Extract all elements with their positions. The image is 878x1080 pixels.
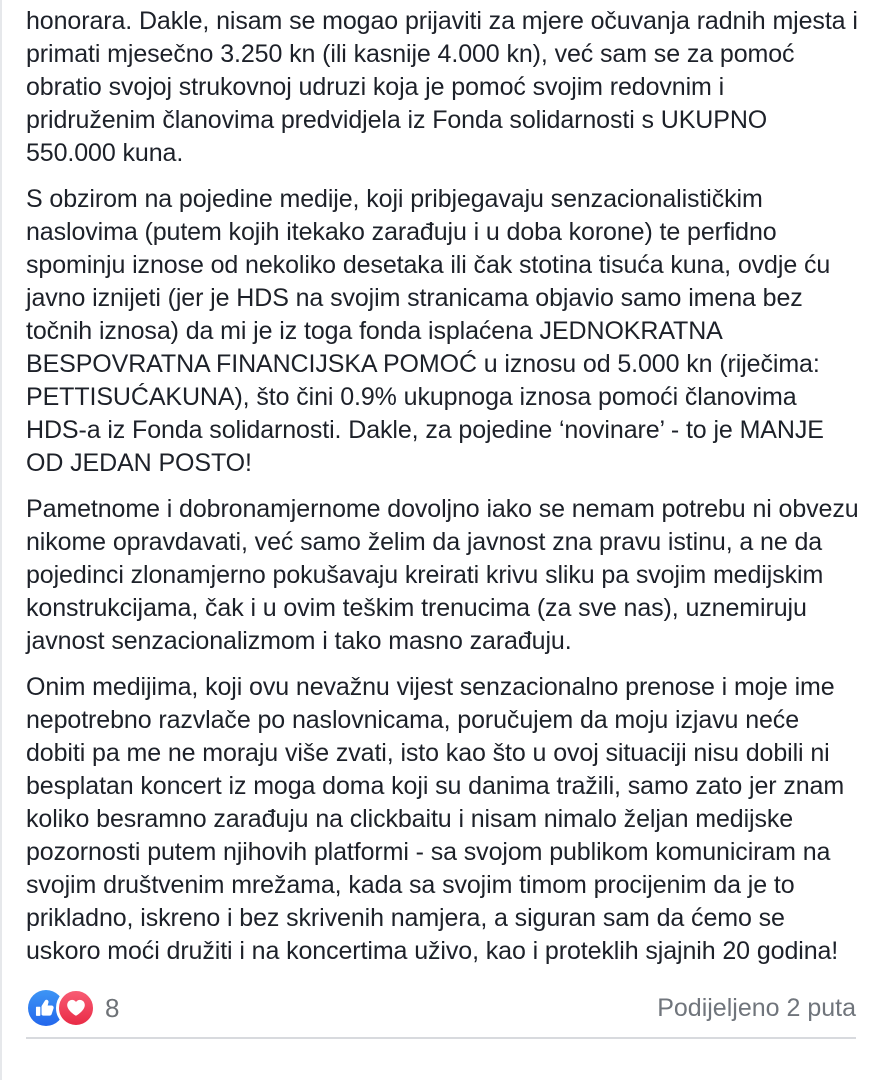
post-feedback-row bbox=[2, 981, 878, 1028]
facebook-post bbox=[2, 0, 878, 1080]
post-text bbox=[2, 0, 878, 968]
post-paragraph: Onim medijima, koji ovu nevažnu vijest senzacionalno prenose i moje ime nepotrebno razvlače po naslovnicama, poručujem da moju izjavu neće dobiti pa me ne moraju više zvati, isto kao što u ovoj situaciji nisu dobili ni besplatan koncert iz moga doma koji su danima tražili, samo zato jer znam koliko besramno zarađuju na clickbaitu i nisam nimalo željan medijske pozornosti putem njihovih platformi - sa svojom publikom komuniciram na svojim društvenim mrežama, kada sa svojim timom procijenim da je to prikladno, iskreno i bez skrivenih namjera, a siguran sam da ćemo se uskoro moći družiti i na koncertima uživo, kao i proteklih sjajnih 20 godina! bbox=[26, 673, 845, 965]
reaction-count[interactable]: 8 bbox=[105, 992, 120, 1023]
love-reaction-icon[interactable] bbox=[56, 988, 96, 1028]
post-paragraph: S obzirom na pojedine medije, koji pribjegavaju senzacionalističkim naslovima (putem kojih itekako zarađuju i u doba korone) te perfidno spominju iznose od nekoliko desetaka ili čak stotina tisuća kuna, ovdje ću javno iznijeti (jer je HDS na svojim stranicama objavio samo imena bez točnih iznosa) da mi je iz toga fonda isplaćena JEDNOKRATNA BESPOVRATNA FINANCIJSKA POMOĆ u iznosu od 5.000 kn (riječima: PETTISUĆAKUNA), što čini 0.9% ukupnoga iznosa pomoći članovima HDS-a iz Fonda solidarnosti. Dakle, za pojedine ‘novinare’ - to je MANJE OD JEDAN POSTO! bbox=[26, 185, 831, 477]
post-paragraph: honorara. Dakle, nisam se mogao prijaviti za mjere očuvanja radnih mjesta i primati mjesečno 3.250 kn (ili kasnije 4.000 kn), već sam se za pomoć obratio svojoj strukovnoj udruzi koja je pomoć svojim redovnim i pridruženim članovima predvidjela iz Fonda solidarnosti s UKUPNO 550.000 kuna. bbox=[26, 7, 858, 167]
share-count[interactable]: Podijeljeno 2 puta bbox=[657, 993, 856, 1022]
reactions-summary[interactable] bbox=[28, 988, 119, 1028]
post-divider bbox=[26, 1037, 856, 1039]
post-paragraph: Pametnome i dobronamjernome dovoljno iako se nemam potrebu ni obvezu nikome opravdavati, već samo želim da javnost zna pravu istinu, a ne da pojedinci zlonamjerno pokušavaju kreirati krivu sliku pa svojim medijskim konstrukcijama, čak i u ovim teškim trenucima (za sve nas), uznemiruju javnost senzacionalizmom i tako masno zarađuju. bbox=[26, 495, 859, 655]
